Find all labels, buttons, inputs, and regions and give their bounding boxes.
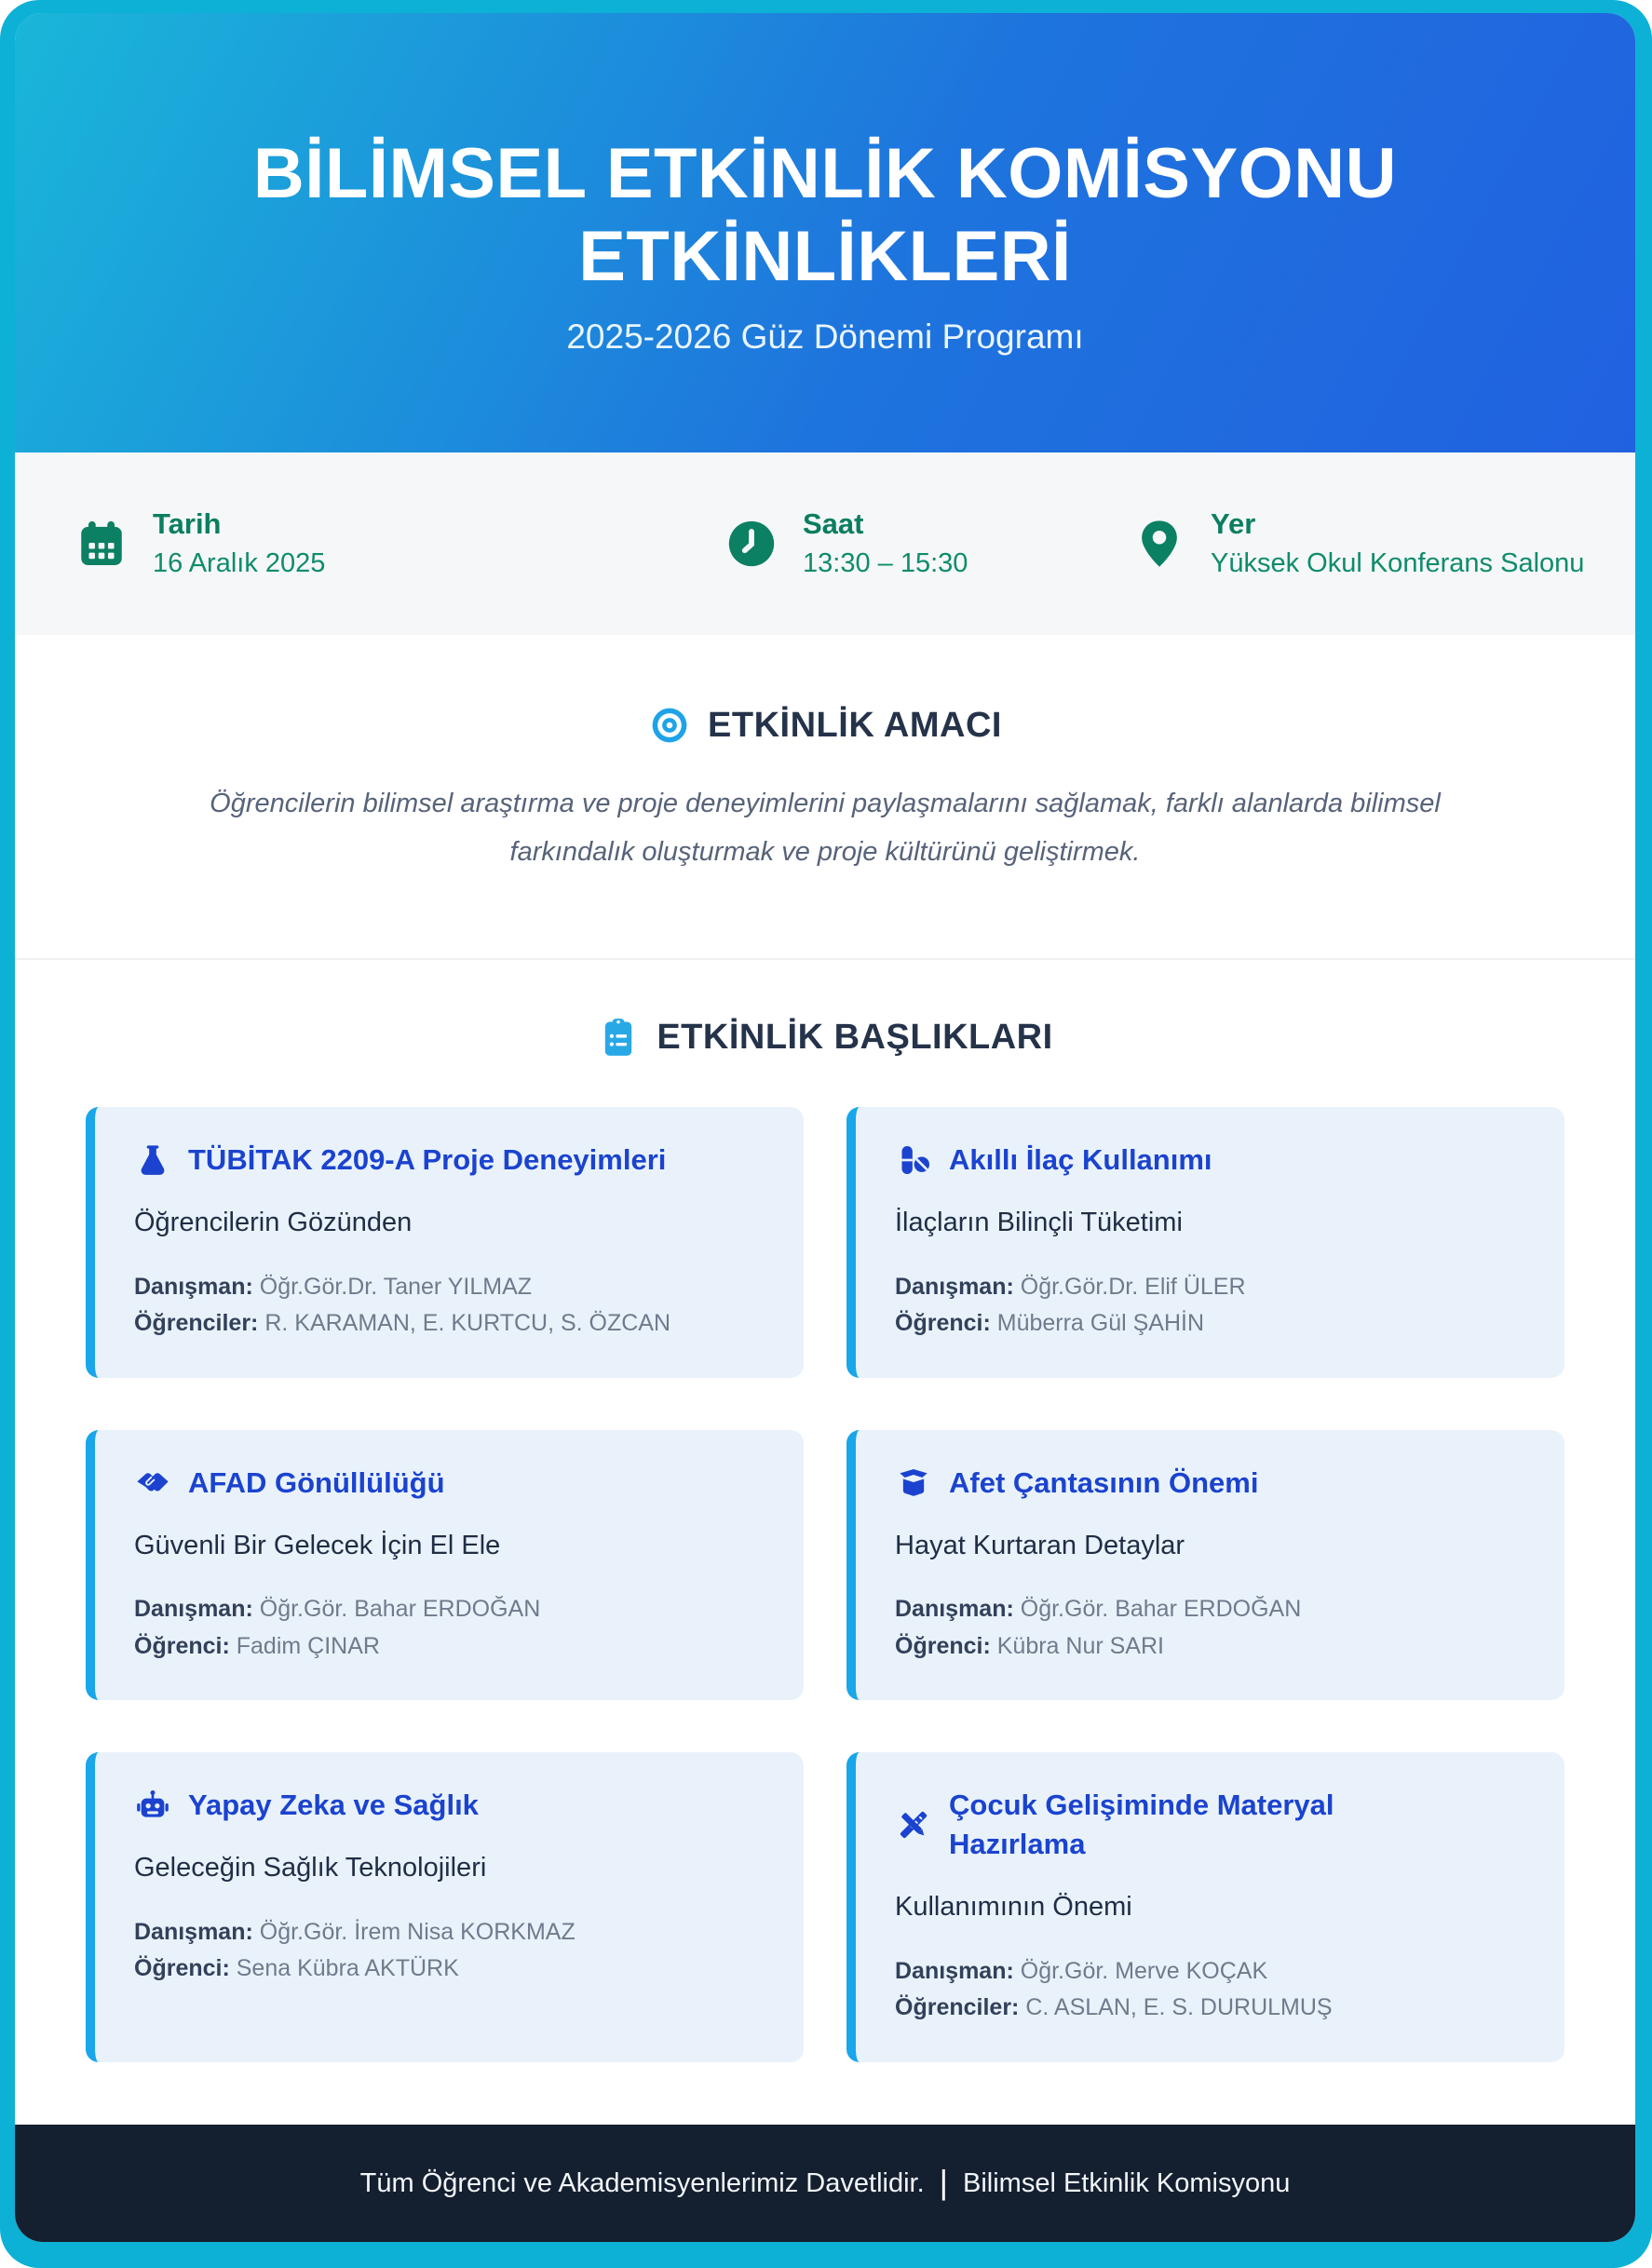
calendar-icon — [74, 517, 129, 571]
topic-meta — [134, 1591, 763, 1665]
topic-title-row — [134, 1141, 763, 1180]
students-value: Fadim ÇINAR — [236, 1632, 380, 1659]
topic-advisor-row — [134, 1269, 763, 1306]
topic-title: Yapay Zeka ve Sağlık — [188, 1789, 479, 1822]
clipboard-icon — [597, 1016, 640, 1059]
topic-card-tubitak — [86, 1107, 804, 1378]
info-time-value: 13:30 – 15:30 — [803, 547, 968, 578]
purpose-heading: ETKİNLİK AMACI — [708, 705, 1002, 745]
topic-subtitle: Geleceğin Sağlık Teknolojileri — [134, 1853, 487, 1883]
topic-meta — [134, 1914, 763, 1988]
info-item-time — [724, 452, 968, 635]
advisor-label: Danışman: — [134, 1273, 253, 1300]
topic-card-afet-cantasi — [846, 1430, 1564, 1701]
students-value: Müberra Gül ŞAHİN — [996, 1310, 1205, 1337]
topic-subtitle: İlaçların Bilinçli Tüketimi — [895, 1208, 1183, 1238]
topic-title-row — [895, 1141, 1523, 1180]
topic-advisor-row — [895, 1591, 1523, 1628]
advisor-value: Öğr.Gör.Dr. Taner YILMAZ — [259, 1273, 533, 1300]
students-label: Öğrenci: — [134, 1955, 230, 1982]
poster-title-line1: BİLİMSEL ETKİNLİK KOMİSYONU — [252, 134, 1398, 214]
topic-subtitle: Hayat Kurtaran Detaylar — [895, 1530, 1185, 1560]
topic-students-row — [134, 1305, 763, 1343]
topic-students-row — [895, 1305, 1523, 1343]
students-label: Öğrenci: — [134, 1632, 230, 1659]
handshake-icon — [134, 1465, 171, 1502]
advisor-value: Öğr.Gör. Bahar ERDOĞAN — [259, 1596, 541, 1623]
info-date-label: Tarih — [153, 507, 222, 541]
info-item-place — [1132, 452, 1584, 635]
topic-students-row — [895, 1990, 1523, 2027]
students-value: C. ASLAN, E. S. DURULMUŞ — [1025, 1994, 1333, 2021]
advisor-value: Öğr.Gör.Dr. Elif ÜLER — [1020, 1273, 1246, 1300]
students-label: Öğrenci: — [895, 1632, 991, 1659]
footer-invitation-text: Tüm Öğrenci ve Akademisyenlerimiz Davetlidir. — [359, 2167, 925, 2198]
topic-title: AFAD Gönüllülüğü — [188, 1465, 445, 1499]
topic-meta — [895, 1953, 1523, 2027]
poster-footer — [15, 2125, 1635, 2242]
topics-section — [15, 960, 1635, 2061]
advisor-label: Danışman: — [895, 1273, 1014, 1300]
topic-meta — [134, 1269, 763, 1343]
advisor-value: Öğr.Gör. Bahar ERDOĞAN — [1020, 1596, 1302, 1623]
topic-subtitle: Kullanımının Önemi — [895, 1891, 1132, 1922]
advisor-label: Danışman: — [895, 1957, 1014, 1984]
topic-subtitle: Öğrencilerin Gözünden — [134, 1208, 413, 1238]
poster-subtitle: 2025-2026 Güz Dönemi Programı — [566, 317, 1084, 356]
students-value: Sena Kübra AKTÜRK — [236, 1955, 459, 1982]
topic-title-row — [895, 1464, 1523, 1503]
map-pin-icon — [1132, 517, 1186, 571]
flask-icon — [134, 1141, 171, 1179]
advisor-label: Danışman: — [134, 1596, 253, 1623]
topic-title: Akıllı İlaç Kullanımı — [949, 1143, 1212, 1177]
poster-card — [15, 13, 1635, 2242]
info-date-value: 16 Aralık 2025 — [153, 547, 326, 578]
advisor-value: Öğr.Gör. İrem Nisa KORKMAZ — [259, 1918, 575, 1945]
advisor-value: Öğr.Gör. Merve KOÇAK — [1020, 1957, 1268, 1984]
pills-icon — [895, 1141, 932, 1179]
topic-card-ilac — [846, 1107, 1564, 1378]
students-value: Kübra Nur SARI — [996, 1632, 1164, 1659]
poster-title — [253, 133, 1397, 299]
info-time-label: Saat — [803, 507, 864, 541]
info-item-date — [74, 452, 325, 635]
topic-title: Afet Çantasının Önemi — [949, 1465, 1259, 1499]
footer-commission-text: Bilimsel Etkinlik Komisyonu — [963, 2167, 1291, 2198]
topic-advisor-row — [895, 1953, 1523, 1991]
topics-heading: ETKİNLİK BAŞLIKLARI — [657, 1017, 1053, 1057]
hero-header — [15, 13, 1635, 452]
purpose-section — [15, 635, 1635, 960]
topic-title-row — [134, 1786, 763, 1825]
topic-subtitle: Güvenli Bir Gelecek İçin El Ele — [134, 1530, 501, 1560]
topic-meta — [895, 1269, 1523, 1343]
topic-advisor-row — [895, 1269, 1523, 1306]
topic-card-materyal — [846, 1752, 1564, 2061]
clock-icon — [724, 517, 779, 571]
info-place-label: Yer — [1211, 507, 1256, 541]
purpose-heading-row — [15, 704, 1635, 747]
students-value: R. KARAMAN, E. KURTCU, S. ÖZCAN — [264, 1310, 671, 1337]
topic-title: Çocuk Gelişiminde Materyal Hazırlama — [949, 1789, 1334, 1861]
topic-advisor-row — [134, 1591, 763, 1628]
topic-card-afad — [86, 1430, 804, 1701]
topic-students-row — [895, 1628, 1523, 1666]
robot-icon — [134, 1787, 171, 1824]
poster-title-line2: ETKİNLİKLERİ — [578, 217, 1072, 296]
target-icon — [648, 704, 691, 747]
topic-title-row — [895, 1786, 1523, 1864]
footer-separator: | — [939, 2163, 948, 2201]
topics-heading-row — [15, 1016, 1635, 1059]
purpose-text: Öğrencilerin bilimsel araştırma ve proje deneyimlerini paylaşmalarını sağlamak, farklı alanlarda bilimsel farkındalık oluşturmak ve proje kültürünü geliştirmek. — [210, 789, 1441, 867]
topics-grid — [15, 1107, 1635, 2061]
advisor-label: Danışman: — [895, 1596, 1014, 1623]
topic-students-row — [134, 1628, 763, 1666]
topic-title: TÜBİTAK 2209-A Proje Deneyimleri — [188, 1143, 667, 1177]
students-label: Öğrenci: — [895, 1310, 991, 1337]
topic-students-row — [134, 1951, 763, 1988]
topic-advisor-row — [134, 1914, 763, 1951]
advisor-label: Danışman: — [134, 1918, 253, 1945]
info-place-value: Yüksek Okul Konferans Salonu — [1211, 547, 1585, 578]
topic-title-row — [134, 1464, 763, 1503]
box-open-icon — [895, 1465, 932, 1502]
topic-meta — [895, 1591, 1523, 1665]
students-label: Öğrenciler: — [895, 1994, 1020, 2021]
info-bar — [15, 452, 1635, 635]
pencil-ruler-icon — [895, 1806, 932, 1843]
topic-card-yapay-zeka — [86, 1752, 804, 2061]
students-label: Öğrenciler: — [134, 1310, 259, 1337]
